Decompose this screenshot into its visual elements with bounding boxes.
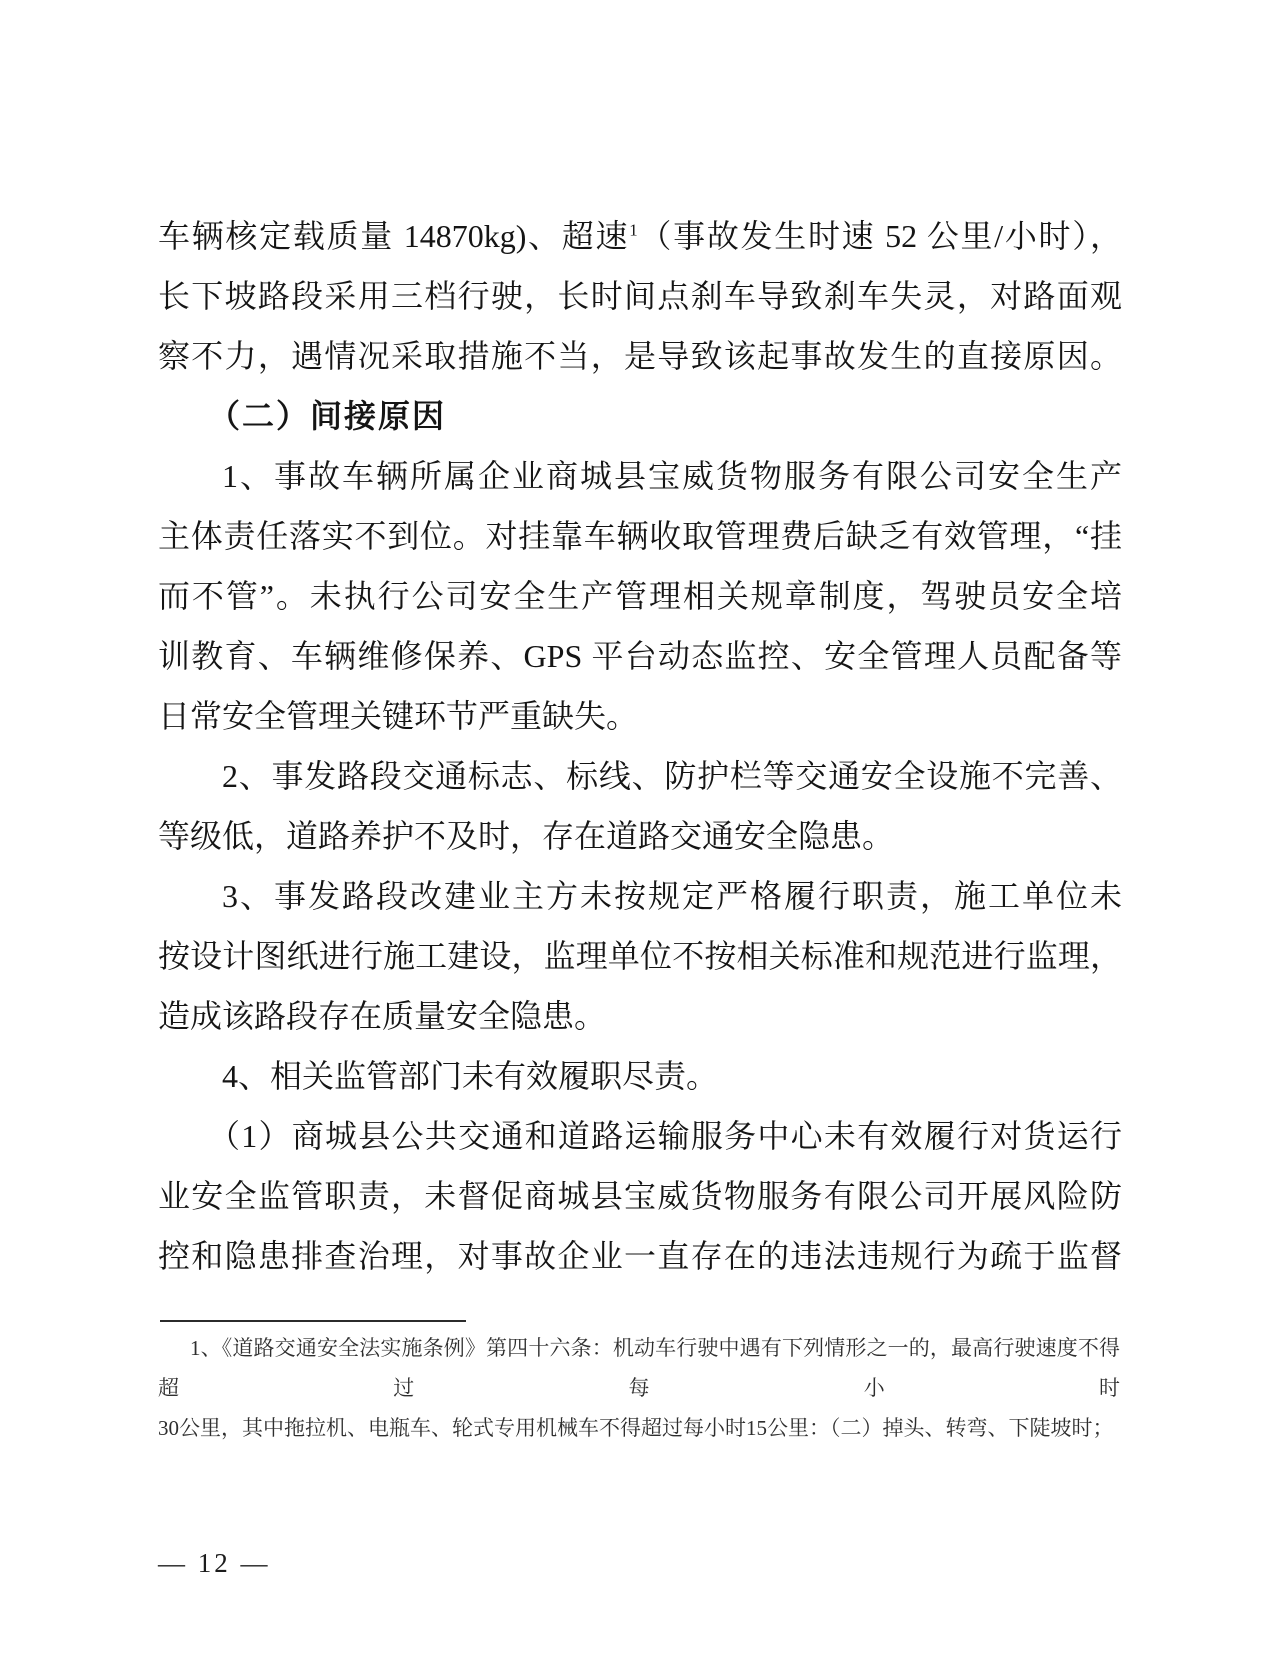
body-line-text: （事故发生时速 52 公里/小时）， — [637, 218, 1122, 254]
body-line: 长下坡路段采用三档行驶，长时间点刹车导致刹车失灵，对路面观 — [158, 278, 1122, 314]
body-line: 控和隐患排查治理，对事故企业一直存在的违法违规行为疏于监督 — [158, 1238, 1122, 1274]
body-line: （1）商城县公共交通和道路运输服务中心未有效履行对货运行 — [208, 1118, 1122, 1154]
page-number: — 12 — — [158, 1548, 271, 1578]
body-line: 4、相关监管部门未有效履职尽责。 — [222, 1058, 719, 1094]
footnote-line: 1、《道路交通安全法实施条例》第四十六条：机动车行驶中遇有下列情形之一的，最高行驶速度不得超过每小时 — [158, 1336, 1120, 1400]
body-line: 业安全监管职责，未督促商城县宝威货物服务有限公司开展风险防 — [158, 1178, 1122, 1214]
body-line-text: 车辆核定载质量 14870kg)、超速 — [158, 218, 630, 254]
body-line: 等级低，道路养护不及时，存在道路交通安全隐患。 — [158, 818, 895, 854]
footnote-line: 30公里，其中拖拉机、电瓶车、轮式专用机械车不得超过每小时15公里：（二）掉头、转弯、下陡坡时； — [158, 1416, 1114, 1440]
body-line: 训教育、车辆维修保养、GPS 平台动态监控、安全管理人员配备等 — [158, 638, 1122, 674]
body-line: 主体责任落实不到位。对挂靠车辆收取管理费后缺乏有效管理，“挂 — [158, 518, 1122, 554]
body-line: 日常安全管理关键环节严重缺失。 — [158, 698, 639, 734]
footnote-ref-superscript: 1 — [629, 220, 638, 240]
body-line: 造成该路段存在质量安全隐患。 — [158, 998, 607, 1034]
body-text — [158, 206, 1122, 1286]
body-line: 而不管”。未执行公司安全生产管理相关规章制度，驾驶员安全培 — [158, 578, 1122, 614]
body-line: 按设计图纸进行施工建设，监理单位不按相关标准和规范进行监理， — [158, 938, 1122, 974]
body-line: 察不力，遇情况采取措施不当，是导致该起事故发生的直接原因。 — [158, 338, 1122, 374]
body-line — [158, 206, 1122, 266]
body-line: 2、事发路段交通标志、标线、防护栏等交通安全设施不完善、 — [222, 758, 1122, 794]
footnote-divider — [160, 1320, 466, 1322]
section-heading: （二）间接原因 — [208, 398, 447, 434]
body-line: 1、事故车辆所属企业商城县宝威货物服务有限公司安全生产 — [222, 458, 1122, 494]
footnote-section — [158, 1328, 1120, 1448]
body-line: 3、事发路段改建业主方未按规定严格履行职责，施工单位未 — [222, 878, 1122, 914]
